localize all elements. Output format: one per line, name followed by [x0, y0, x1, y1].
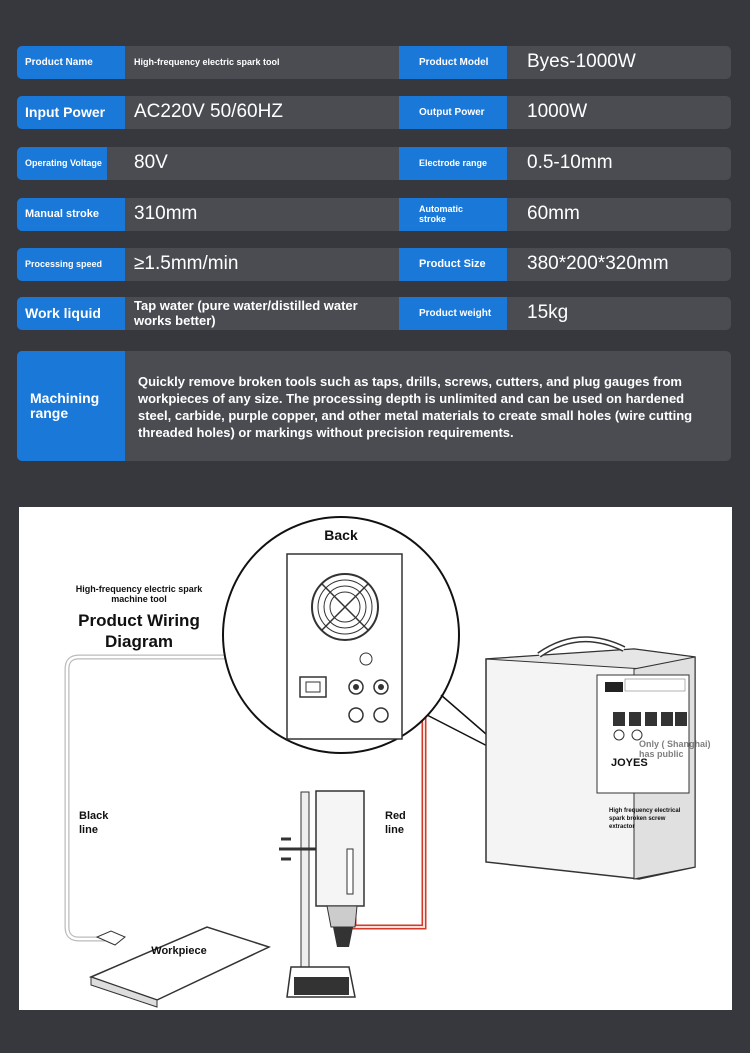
spec-label: Automatic stroke	[399, 198, 507, 231]
black-line-label: Black line	[79, 810, 109, 836]
wiring-diagram	[19, 507, 732, 1010]
spec-value: 15kg	[527, 302, 569, 324]
spec-value: Tap water (pure water/distilled water works better)	[134, 298, 358, 328]
spec-label: Input Power	[17, 96, 125, 129]
spec-row	[17, 297, 731, 330]
spec-label: Product weight	[399, 297, 507, 330]
spec-value: 1000W	[527, 101, 588, 123]
spec-label: Product Model	[399, 46, 507, 79]
spec-label: Manual stroke	[17, 198, 125, 231]
spec-value: 380*200*320mm	[527, 253, 669, 275]
red-line-label: Red line	[385, 810, 406, 836]
spec-label: Operating Voltage	[17, 147, 107, 180]
tool-caption: High-frequency electric spark machine tool	[75, 584, 203, 604]
spec-value: Byes-1000W	[527, 51, 636, 73]
spec-label: Product Size	[399, 248, 507, 281]
spec-label: Output Power	[399, 96, 507, 129]
spec-value: ≥1.5mm/min	[134, 253, 239, 275]
spec-label: Electrode range	[399, 147, 507, 180]
spec-row	[17, 46, 731, 79]
spec-value: 310mm	[134, 203, 198, 225]
spec-label: Product Name	[17, 46, 125, 79]
workpiece-label: Workpiece	[151, 945, 207, 957]
brand-logo: JOYES	[611, 757, 648, 769]
spec-value: AC220V 50/60HZ	[134, 101, 283, 123]
spec-value: 0.5-10mm	[527, 152, 613, 174]
machining-range-text: Quickly remove broken tools such as taps, drills, screws, cutters, and plug gauges from workpieces of any size. The processing depth is unlimited and can be used on hardened steel, carbide, purple copper, and other metal materials to create small holes (wire cutting threaded holes) or markings without precision requirements.	[138, 374, 693, 440]
spec-label: Processing speed	[17, 248, 125, 281]
spec-value: 80V	[134, 152, 168, 174]
spec-value: 60mm	[527, 203, 580, 225]
spec-row	[17, 147, 731, 180]
spec-label: Work liquid	[17, 297, 125, 330]
spec-row	[17, 198, 731, 231]
diagram-title: Product Wiring Diagram	[78, 611, 200, 651]
watermark: Only ( Shanghai) has public	[639, 739, 711, 759]
machine-caption: High frequency electrical spark broken screw extractor	[609, 808, 681, 830]
machining-range-label: Machining range	[17, 351, 125, 461]
spec-row	[17, 248, 731, 281]
spec-row	[17, 96, 731, 129]
spec-value: High-frequency electric spark tool	[134, 56, 280, 67]
machining-range-panel	[17, 351, 731, 461]
back-label: Back	[324, 527, 358, 543]
